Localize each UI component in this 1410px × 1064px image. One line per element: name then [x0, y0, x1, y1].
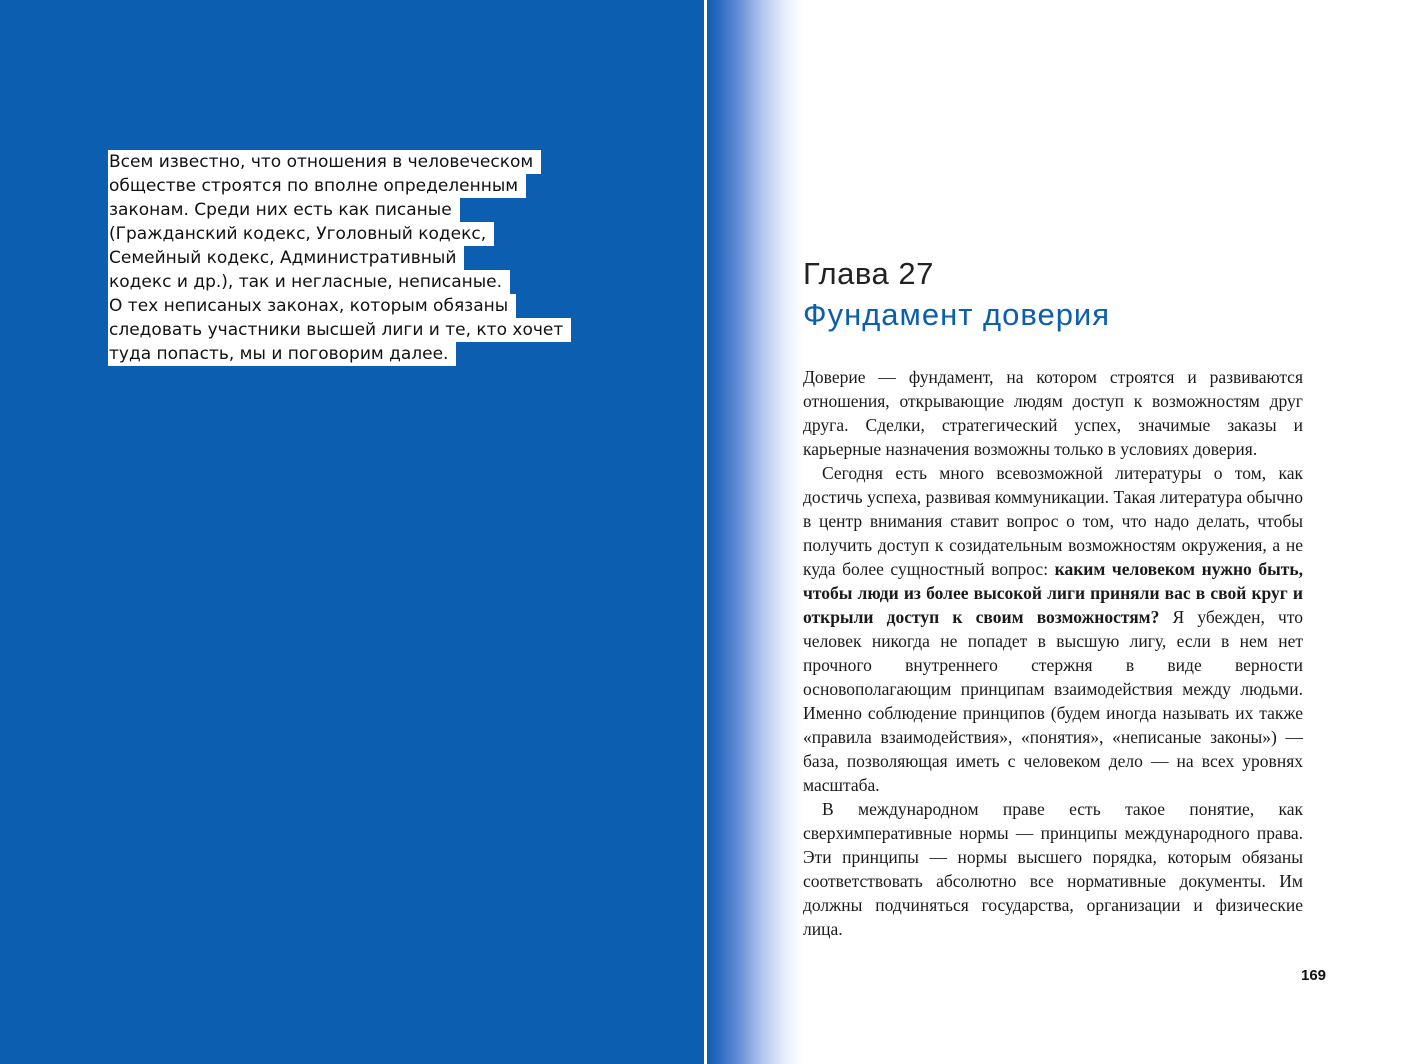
paragraph-1: Доверие — фундамент, на котором строятся и развиваются отношения, открывающие людям доступ к возможностям друг друга. Сделки, стратегический успех, значимые заказы и карьерные назначения возможны только в условиях доверия.: [803, 367, 1303, 459]
chapter-number: Глава 27: [803, 256, 934, 291]
page-number: 169: [1301, 967, 1327, 984]
quote-line: туда попасть, мы и поговорим далее.: [108, 342, 456, 366]
paragraph-2-start: Сегодня есть много всевозможной литературы о том, как достичь успеха, развивая коммуникации. Такая литература обычно в центр внимания ставит вопрос о том, что надо делать, чтобы получить доступ к созидательным возможностям окружения, а не куда более сущностный вопрос:: [803, 463, 1303, 579]
chapter-title: Фундамент доверия: [803, 297, 1111, 332]
left-page: [0, 0, 704, 1064]
chapter-body: [803, 365, 1303, 941]
quote-line: Всем известно, что отношения в человеческом: [108, 150, 541, 174]
paragraph-3: В международном праве есть такое понятие, как сверхимперативные нормы — принципы международного права. Эти принципы — нормы высшего порядка, которым обязаны соответствовать абсолютно все нормативные документы. Им должны подчиняться государства, организации и физические лица.: [803, 799, 1303, 939]
right-page: [707, 0, 1410, 1064]
paragraph-2-bold: каким человеком нужно быть, чтобы люди из более высокой лиги приняли вас в свой круг и открыли доступ к своим возможностям?: [803, 559, 1304, 627]
quote-line: Семейный кодекс, Административный: [108, 246, 464, 270]
quote-line: О тех неписаных законах, которым обязаны: [108, 294, 516, 318]
paragraph-2: [803, 461, 1303, 797]
intro-quote: [108, 150, 708, 366]
quote-line: кодекс и др.), так и негласные, неписаные.: [108, 270, 510, 294]
quote-line: (Гражданский кодекс, Уголовный кодекс,: [108, 222, 494, 246]
quote-line: обществе строятся по вполне определенным: [108, 174, 526, 198]
paragraph-2-end: Я убежден, что человек никогда не попадет в высшую лигу, если в нем нет прочного внутреннего стержня в виде верности основополагающим принципам взаимодействия между людьми. Именно соблюдение принципов (будем иногда называть их также «правила взаимодействия», «понятия», «неписаные законы») — база, позволяющая иметь с человеком дело — на всех уровнях масштаба.: [803, 607, 1303, 795]
quote-line: законам. Среди них есть как писаные: [108, 198, 460, 222]
quote-line: следовать участники высшей лиги и те, кто хочет: [108, 318, 571, 342]
